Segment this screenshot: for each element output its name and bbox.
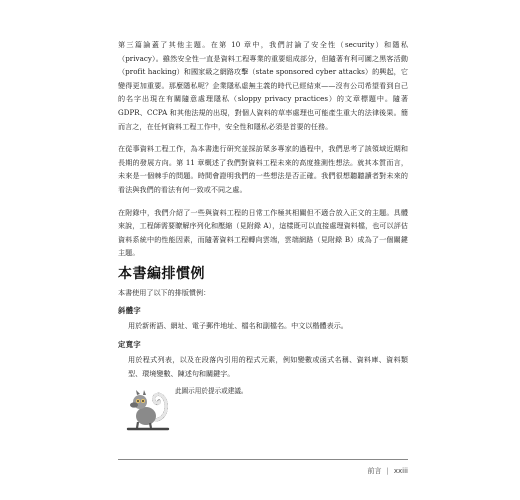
section-heading: 本書編排慣例 xyxy=(118,266,205,282)
convention-definition-constant-width: 用於程式列表，以及在段落內引用的程式元素，例如變數或函式名稱、資料庫、資料類型、環境變數、陳述句和關鍵字。 xyxy=(128,355,408,378)
paragraph: 在從事資料工程工作，為本書進行研究並採訪眾多專家的過程中，我們思考了該領域近期和長期的發展方向。第 11 章概述了我們對資料工程未來的高度推測性想法。就其本質而言，未來是一個棘手的問題。時間會證明我們的一些想法是否正確。我們很想聽聽讀者對未來的看法與我們的看法有何一致或不同之處。 xyxy=(118,144,408,194)
page-number: xxiii xyxy=(393,467,408,475)
body-text xyxy=(118,38,408,260)
page-footer xyxy=(368,466,408,476)
conventions-intro: 本書使用了以下的排版慣例： xyxy=(118,288,211,297)
footer-separator: | xyxy=(386,467,389,475)
lemur-tip-icon xyxy=(126,380,170,432)
paragraph: 在附錄中，我們介紹了一些與資料工程的日常工作極其相關但不適合放入正文的主題。具體來說，工程師需要瞭解序列化和壓縮（見附錄 A），這樣既可以直接處理資料檔，也可以評估資料系統中的性能因素，而隨著資料工程轉向雲端，雲端網路（見附錄 B）成為了一個關鍵主題。 xyxy=(118,207,408,258)
paragraph: 第三篇論蓋了其他主題。在第 10 章中，我們討論了安全性（security）和隱私（privacy）。雖然安全性一直是資料工程專業的重要組成部分，但隨著有利可圖之黑客活動（profit hacking）和國家級之網路攻擊（state sponsored cyber attacks）的興起，它變得更加重要。那麼隱私呢？企業隱私虛無主義的時代已經結束——沒有公司希望看到自己的名字出現在有關隨意處理隱私（sloppy privacy practices）的文章標題中。隨著 GDPR、CCPA 和其他法規的出現，對個人資料的草率處理也可能產生重大的法律後果。簡而言之，在任何資料工程工作中，安全性和隱私必須是首要的任務。 xyxy=(118,40,408,131)
footer-rule xyxy=(118,459,408,460)
convention-term-italic: 斜體字 xyxy=(118,306,142,315)
convention-term-constant-width: 定寬字 xyxy=(118,340,142,349)
tip-text: 此圖示用於提示或建議。 xyxy=(175,387,248,395)
convention-definition-italic: 用於新術語、網址、電子郵件地址、檔名和副檔名。中文以楷體表示。 xyxy=(128,321,348,330)
footer-section: 前言 xyxy=(367,467,382,475)
